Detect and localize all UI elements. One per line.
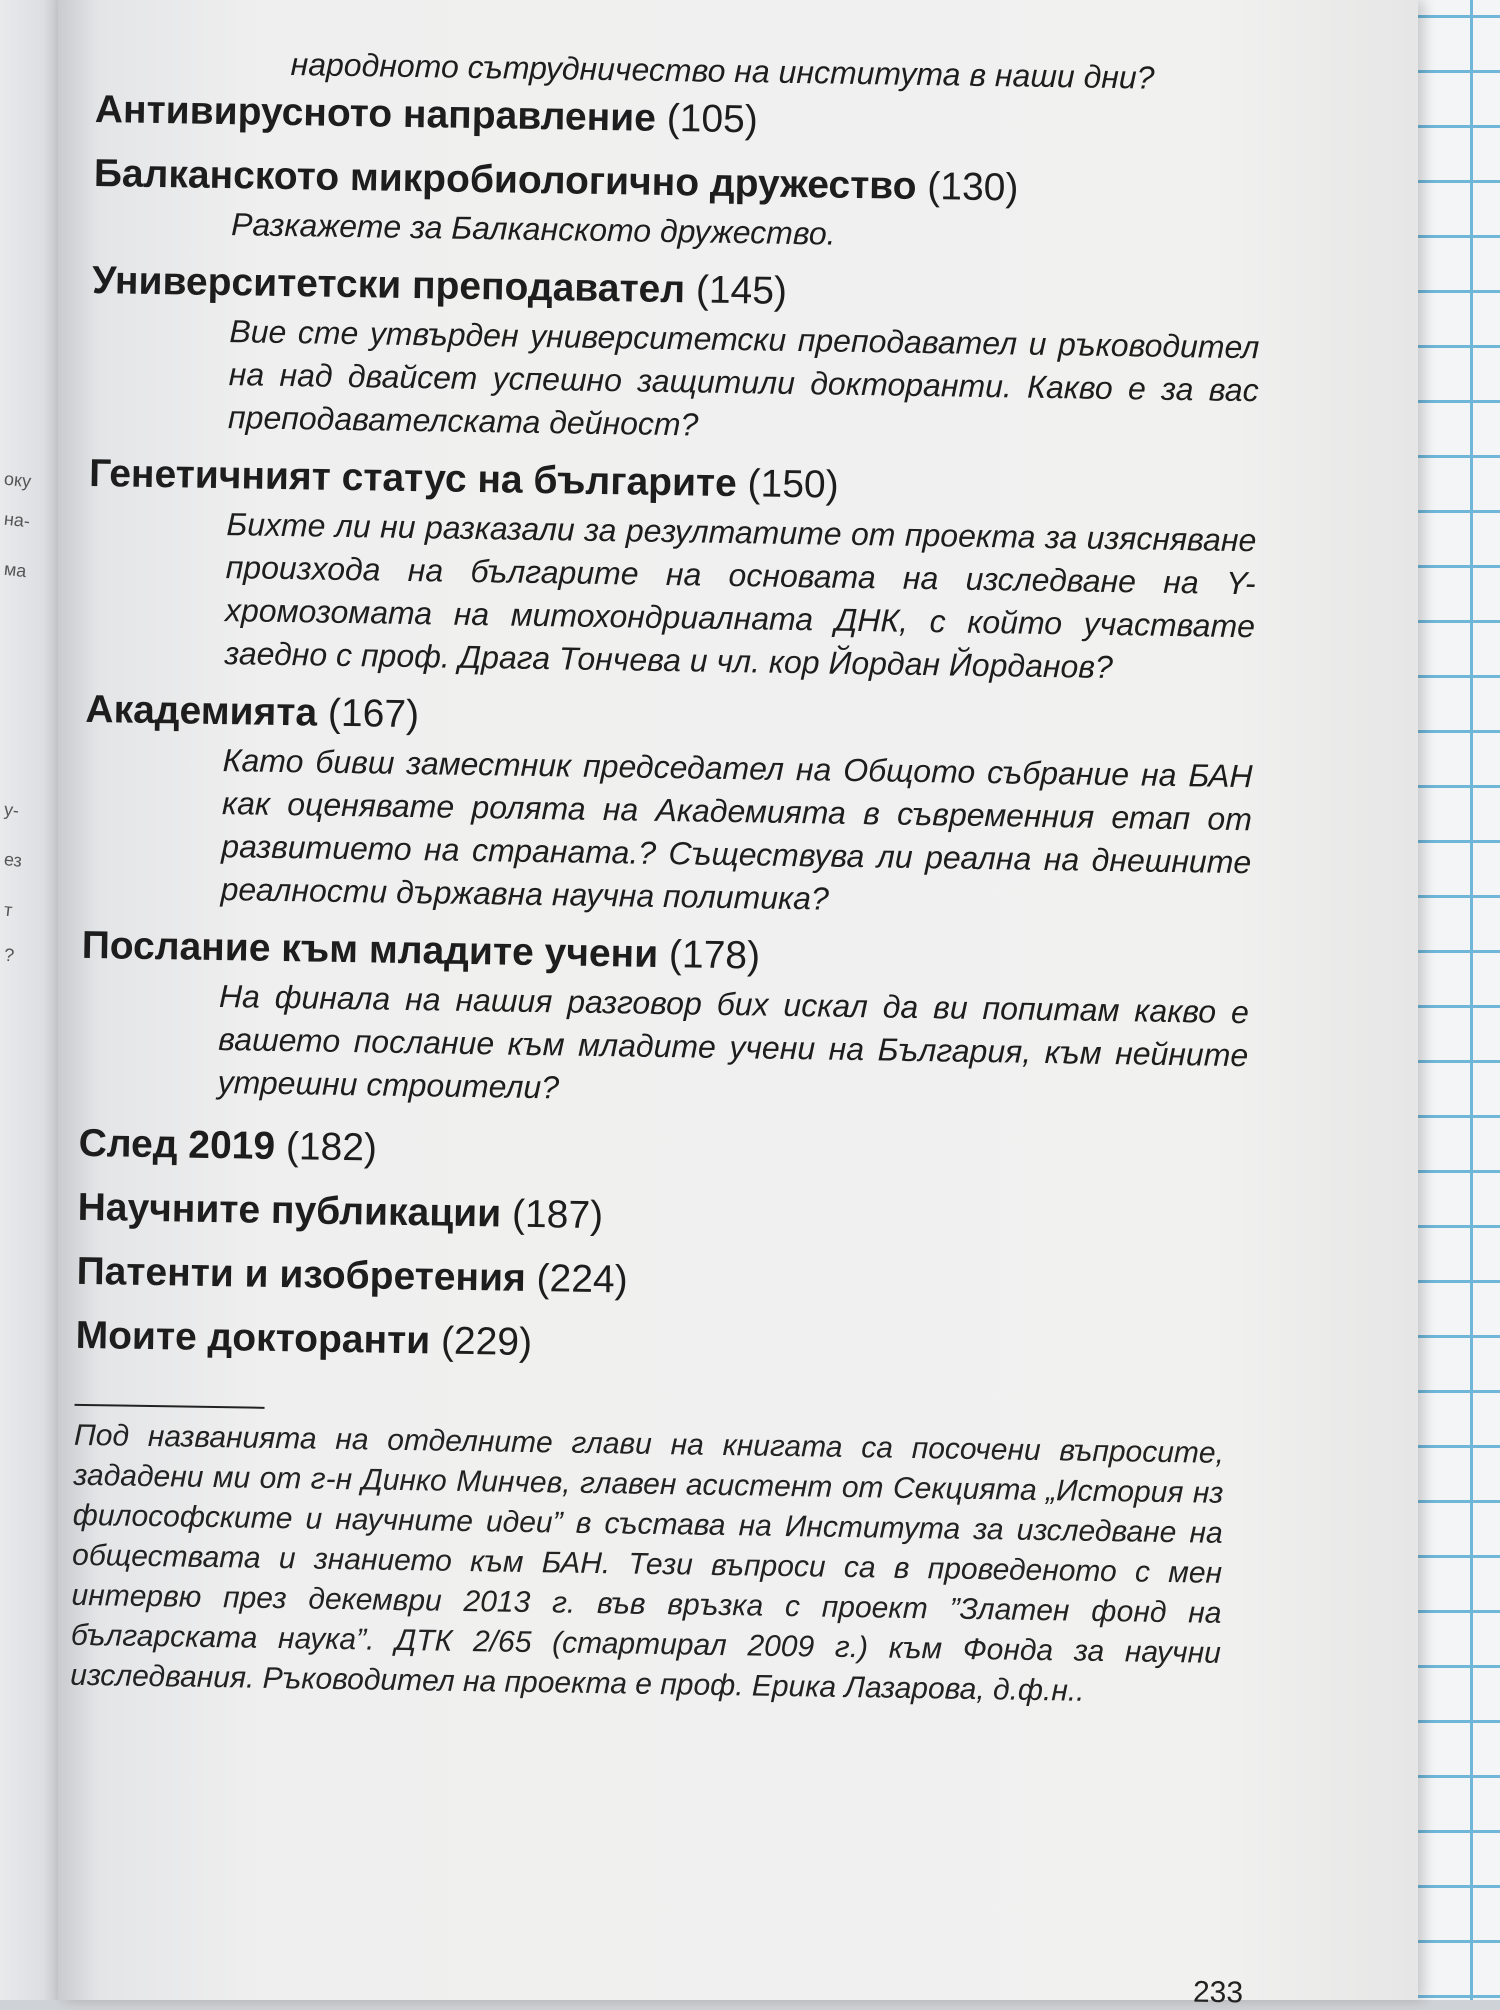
chapter-page: (182) <box>285 1125 378 1170</box>
chapter-question: Вие сте утвърден университетски преподавател и ръководител на над двайсет успешно защитили докторанти. Какво е за вас преподавателската дейност? <box>227 313 1260 443</box>
toc-entry <box>79 919 1332 1122</box>
chapter-title: След 2019 <box>78 1121 276 1168</box>
facing-page-fragment: ? <box>3 944 16 966</box>
facing-page-fragment: у- <box>3 799 21 821</box>
chapter-title: Балканското микробиологично дружество <box>93 151 917 208</box>
chapter-title: Послание към младите учени <box>81 923 659 976</box>
chapter-page: (178) <box>668 933 761 978</box>
chapter-title: Научните публикации <box>77 1185 502 1236</box>
chapter-page: (145) <box>695 268 788 313</box>
toc-entry <box>90 254 1343 457</box>
chapter-question: Бихте ли ни разказали за резултатите от проекта за изясняване произхода на българите на основата на изследване на Y- хромозомата на митохондриалната ДНК, с който участвате заедно с проф. Драга Тончева и чл. кор Йордан Йорданов? <box>224 506 1257 686</box>
chapter-title: Университетски преподавател <box>91 258 686 312</box>
chapter-question: Разкажете за Балканското дружество. <box>230 206 836 252</box>
chapter-page: (229) <box>440 1319 533 1365</box>
footnote-separator <box>75 1404 265 1409</box>
facing-page-fragment: оку <box>3 468 33 492</box>
chapter-page: (105) <box>666 96 759 142</box>
chapter-question: Като бивш заместник председател на Общото събрание на БАН как оценявате ролята на Академията в съвременния етап от развитието на страната.? Съществува ли реална на днешните реалности държавна научна политика? <box>220 742 1253 917</box>
facing-page-fragment: ез <box>3 849 23 871</box>
chapter-title: Антивирусното направление <box>94 87 657 140</box>
chapter-page: (224) <box>536 1257 628 1302</box>
chapter-question: На финала на нашия разговор бих искал да ви попитам какво е вашето послание към младите учени на България, към нейните утрешни строители? <box>217 978 1250 1106</box>
footnote: Под названията на отделните глави на книгата са посочени въпросите, зададени ми от г-н Динко Минчев, главен асистент от Секцията „История нз философските и научните идеи” в състава на Института за изследване на обществата и знанието към БАН. Тези въпроси са в проведеното с мен интервю през декември 2013 г. във връзка с проект ”Златен фонд на българската наука”. ДТК 2/65 (стартирал 2009 г.) към Фонда за научни изследвания. Ръководител на проекта е проф. Ерика Лазарова, д.ф.н.. <box>70 1418 1225 1708</box>
grid-paper-background <box>1405 0 1500 2000</box>
facing-page-fragment: ма <box>3 558 28 582</box>
toc-entry <box>86 447 1339 693</box>
toc-entry <box>93 147 1344 264</box>
toc-entry <box>82 683 1335 929</box>
book-page <box>58 0 1418 2010</box>
facing-page-edge <box>0 0 62 2000</box>
page-content <box>70 40 1346 1715</box>
continued-question: народното сътрудничество на института в наши дни? <box>290 46 1155 96</box>
page-number: 233 <box>1192 1975 1244 2010</box>
chapter-title: Моите докторанти <box>75 1313 431 1363</box>
chapter-page: (167) <box>327 691 420 737</box>
chapter-title: Патенти и изобретения <box>76 1249 527 1300</box>
chapter-page: (130) <box>927 165 1019 210</box>
facing-page-fragment: т <box>3 899 14 921</box>
chapter-title: Генетичният статус на българите <box>88 451 738 506</box>
chapter-page: (187) <box>511 1192 604 1238</box>
chapter-page: (150) <box>747 462 839 507</box>
chapter-title: Академията <box>85 687 318 735</box>
facing-page-fragment: на- <box>3 508 31 532</box>
